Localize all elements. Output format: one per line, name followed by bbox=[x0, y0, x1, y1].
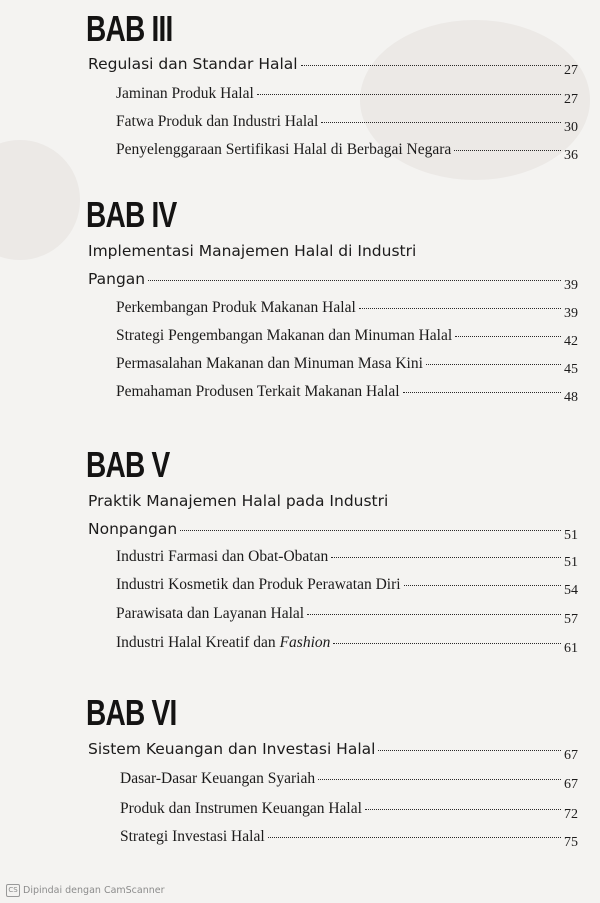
leader-dots bbox=[318, 779, 561, 780]
chapter-title: Regulasi dan Standar Halal bbox=[88, 55, 298, 73]
toc-entry bbox=[116, 355, 578, 377]
page-number: 57 bbox=[564, 612, 578, 627]
footer-text: Dipindai dengan CamScanner bbox=[23, 885, 165, 896]
scanner-footer bbox=[6, 884, 165, 897]
toc-entry bbox=[116, 327, 578, 349]
chapter-heading: BAB V bbox=[86, 444, 170, 485]
entry-title: Strategi Pengembangan Makanan dan Minuman Halal bbox=[116, 327, 453, 344]
chapter-title-line bbox=[88, 242, 578, 260]
page-number: 54 bbox=[564, 583, 578, 598]
chapter-title: Nonpangan bbox=[88, 520, 178, 538]
toc-entry bbox=[116, 634, 578, 656]
toc-entry bbox=[116, 576, 578, 598]
toc-entry bbox=[116, 299, 578, 321]
toc-entry bbox=[116, 113, 578, 135]
chapter-title: Implementasi Manajemen Halal di Industri bbox=[88, 242, 417, 260]
chapter-title-line bbox=[88, 520, 578, 543]
entry-title: Industri Kosmetik dan Produk Perawatan Diri bbox=[116, 576, 401, 593]
chapter-title-line bbox=[88, 55, 578, 78]
entry-title: Penyelenggaraan Sertifikasi Halal di Berbagai Negara bbox=[116, 141, 452, 158]
chapter-heading: BAB III bbox=[86, 8, 173, 49]
leader-dots bbox=[321, 122, 561, 123]
leader-dots bbox=[378, 750, 561, 751]
entry-title: Perkembangan Produk Makanan Halal bbox=[116, 299, 356, 316]
toc-entry bbox=[116, 383, 578, 405]
page-number: 42 bbox=[564, 334, 578, 349]
page-number: 48 bbox=[564, 390, 578, 405]
entry-title: Produk dan Instrumen Keuangan Halal bbox=[120, 800, 362, 817]
chapter-title-line bbox=[88, 270, 578, 293]
toc-entry bbox=[120, 800, 578, 822]
leader-dots bbox=[359, 308, 561, 309]
toc-entry bbox=[120, 770, 578, 792]
toc-entry bbox=[116, 85, 578, 107]
entry-title-italic: Fashion bbox=[279, 634, 331, 651]
page-number: 72 bbox=[564, 807, 578, 822]
entry-title: Dasar-Dasar Keuangan Syariah bbox=[120, 770, 316, 787]
entry-title: Parawisata dan Layanan Halal bbox=[116, 605, 305, 622]
leader-dots bbox=[331, 557, 561, 558]
page-number: 75 bbox=[564, 835, 578, 850]
entry-title-main: Industri Halal Kreatif dan bbox=[116, 634, 276, 651]
page-number: 30 bbox=[564, 120, 578, 135]
page-number: 36 bbox=[564, 148, 578, 163]
entry-title: Fatwa Produk dan Industri Halal bbox=[116, 113, 319, 130]
chapter-title-line bbox=[88, 492, 578, 510]
entry-title: Jaminan Produk Halal bbox=[116, 85, 254, 102]
page-number: 67 bbox=[564, 777, 578, 792]
chapter-title: Praktik Manajemen Halal pada Industri bbox=[88, 492, 389, 510]
toc-entry bbox=[116, 141, 578, 163]
leader-dots bbox=[301, 65, 561, 66]
chapter-title-line bbox=[88, 740, 578, 763]
leader-dots bbox=[365, 809, 561, 810]
page-number: 67 bbox=[564, 748, 578, 763]
camscanner-icon: CS bbox=[6, 884, 20, 897]
leader-dots bbox=[333, 643, 561, 644]
bleed-shape bbox=[0, 140, 80, 260]
leader-dots bbox=[426, 364, 561, 365]
leader-dots bbox=[307, 614, 561, 615]
chapter-heading: BAB IV bbox=[86, 194, 177, 235]
page-number: 39 bbox=[564, 306, 578, 321]
leader-dots bbox=[268, 837, 561, 838]
leader-dots bbox=[454, 150, 561, 151]
page-number: 51 bbox=[564, 555, 578, 570]
chapter-title: Sistem Keuangan dan Investasi Halal bbox=[88, 740, 376, 758]
page-number: 27 bbox=[564, 63, 578, 78]
entry-title: Strategi Investasi Halal bbox=[120, 828, 265, 845]
page-number: 51 bbox=[564, 528, 578, 543]
leader-dots bbox=[404, 585, 561, 586]
page-number: 27 bbox=[564, 92, 578, 107]
leader-dots bbox=[455, 336, 561, 337]
entry-title: Industri Farmasi dan Obat-Obatan bbox=[116, 548, 329, 565]
entry-title bbox=[116, 634, 330, 652]
toc-entry bbox=[120, 828, 578, 850]
leader-dots bbox=[180, 530, 561, 531]
toc-entry bbox=[116, 548, 578, 570]
leader-dots bbox=[148, 280, 561, 281]
page-number: 45 bbox=[564, 362, 578, 377]
chapter-heading: BAB VI bbox=[86, 692, 177, 733]
entry-title: Pemahaman Produsen Terkait Makanan Halal bbox=[116, 383, 400, 400]
leader-dots bbox=[257, 94, 561, 95]
toc-entry bbox=[116, 605, 578, 627]
leader-dots bbox=[403, 392, 561, 393]
entry-title: Permasalahan Makanan dan Minuman Masa Kini bbox=[116, 355, 423, 372]
page-number: 39 bbox=[564, 278, 578, 293]
chapter-title: Pangan bbox=[88, 270, 146, 288]
page-number: 61 bbox=[564, 641, 578, 656]
